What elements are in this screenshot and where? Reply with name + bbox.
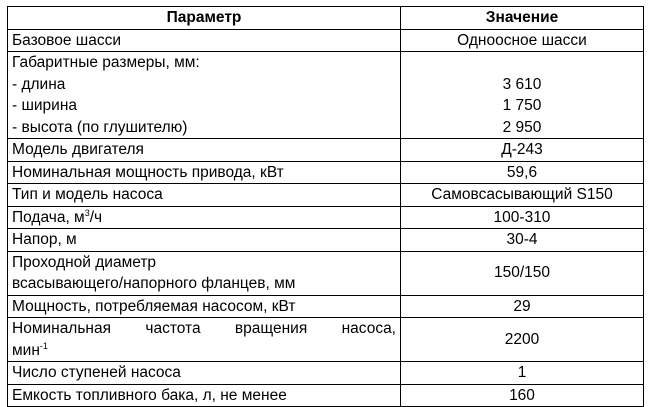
value-cell: Д-243	[401, 139, 644, 162]
table-row	[8, 29, 644, 52]
param-cell: Модель двигателя	[8, 139, 401, 162]
param-cell	[8, 251, 401, 295]
param-line: всасывающего/напорного фланцев, мм	[12, 275, 296, 292]
param-line: Габаритные размеры, мм:	[12, 54, 200, 71]
table-row	[8, 362, 644, 385]
param-text: мин	[12, 341, 40, 359]
param-line: - высота (по глушителю)	[12, 118, 188, 136]
param-line: - ширина	[12, 97, 78, 114]
table-row	[8, 318, 644, 362]
value-cell	[401, 52, 644, 139]
table-row	[8, 384, 644, 407]
spec-table	[7, 6, 644, 407]
param-cell: Тип и модель насоса	[8, 184, 401, 207]
param-cell	[8, 206, 401, 229]
value-line: 3 610	[502, 75, 542, 93]
param-text: Подача, м	[12, 208, 85, 226]
table-row	[8, 161, 644, 184]
table-row	[8, 184, 644, 207]
param-line: - длина	[12, 75, 66, 93]
param-cell	[8, 52, 401, 139]
param-cell: Номинальная мощность привода, кВт	[8, 161, 401, 184]
superscript: 3	[84, 207, 90, 218]
value-line: 2 950	[502, 118, 542, 136]
table-row	[8, 52, 644, 139]
value-cell: Одноосное шасси	[401, 29, 644, 52]
param-cell	[8, 318, 401, 362]
value-line	[405, 52, 639, 74]
table-row	[8, 229, 644, 252]
param-cell: Число ступеней насоса	[8, 362, 401, 385]
table-header-row	[8, 7, 644, 30]
value-cell: 59,6	[401, 161, 644, 184]
value-cell: 160	[401, 384, 644, 407]
param-line: Номинальная частота вращения насоса,	[12, 320, 396, 337]
header-value: Значение	[401, 7, 644, 30]
value-cell: 29	[401, 295, 644, 318]
table-row	[8, 295, 644, 318]
table-row	[8, 251, 644, 295]
value-cell: 30-4	[401, 229, 644, 252]
value-line: 1 750	[502, 97, 542, 114]
header-param: Параметр	[8, 7, 401, 30]
value-cell: Самовсасывающий S150	[401, 184, 644, 207]
table-row	[8, 139, 644, 162]
param-cell: Напор, м	[8, 229, 401, 252]
value-cell: 100-310	[401, 206, 644, 229]
param-line	[12, 340, 396, 362]
value-cell: 1	[401, 362, 644, 385]
table-row	[8, 206, 644, 229]
value-cell: 150/150	[401, 251, 644, 295]
param-text: /ч	[89, 208, 103, 226]
param-cell: Емкость топливного бака, л, не менее	[8, 384, 401, 407]
param-cell: Мощность, потребляемая насосом, кВт	[8, 295, 401, 318]
param-line: Проходной диаметр	[12, 253, 157, 271]
value-cell: 2200	[401, 318, 644, 362]
param-cell: Базовое шасси	[8, 29, 401, 52]
superscript: -1	[39, 340, 48, 351]
